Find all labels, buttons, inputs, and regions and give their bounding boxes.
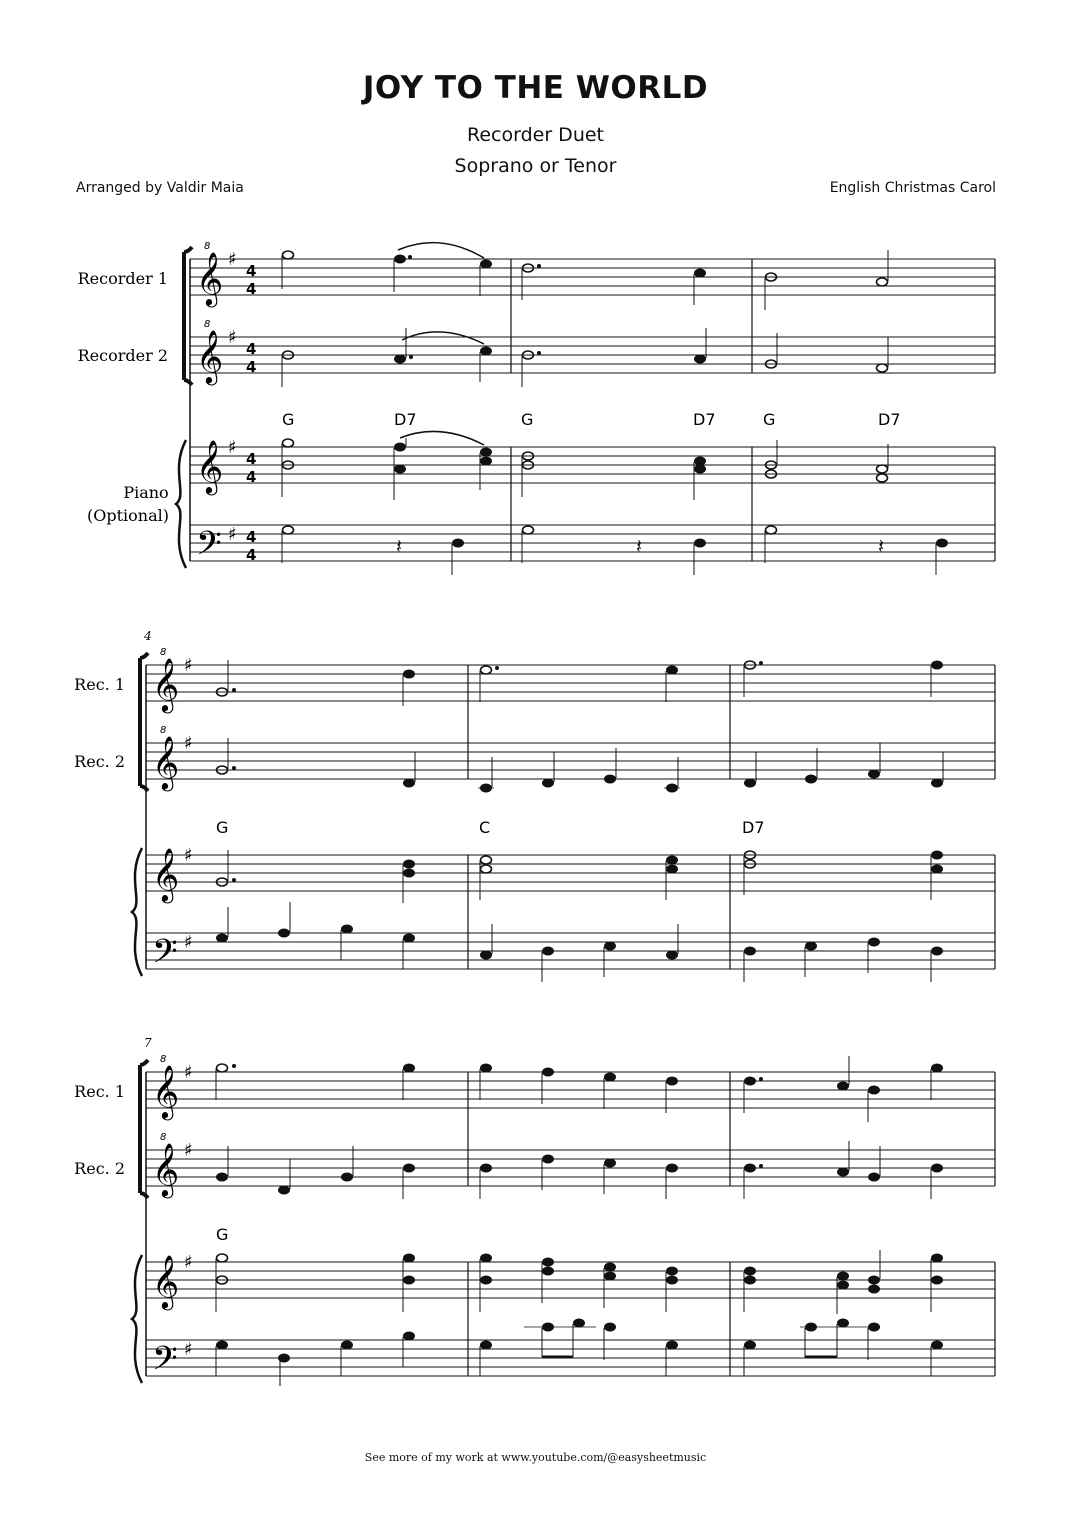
- time-signatures: [246, 262, 256, 564]
- footer-link-text: See more of my work at www.youtube.com/@easysheetmusic: [364, 1451, 707, 1464]
- staff-label-recorder-1: Recorder 1: [77, 269, 168, 288]
- bass-clef-icon: 𝄢: [196, 525, 222, 571]
- svg-text:4: 4: [246, 528, 257, 546]
- system-2: [74, 629, 995, 982]
- svg-text:♯: ♯: [184, 733, 193, 754]
- key-signature-sharps: [184, 655, 193, 953]
- chord-symbol: G: [521, 410, 534, 429]
- octave-mark: 8: [204, 241, 211, 252]
- measure-number: 4: [144, 629, 152, 643]
- notes-rec1-sys1: [282, 243, 888, 310]
- svg-text:4: 4: [246, 262, 257, 280]
- treble-clef-icon: 𝄞: [152, 735, 180, 789]
- staff-label-rec-2: Rec. 2: [74, 752, 125, 771]
- chord-symbol: D7: [878, 410, 901, 429]
- piano-brace: [132, 1255, 142, 1383]
- bass-clef-icon: 𝄢: [152, 1340, 178, 1386]
- svg-text:♯: ♯: [184, 1140, 193, 1161]
- chord-symbol: G: [216, 1225, 229, 1244]
- piano-brace: [132, 848, 142, 976]
- notes-piano-treble-sys1: [282, 431, 888, 500]
- chord-symbol: D7: [394, 410, 417, 429]
- staff-rec2-sys1: [190, 337, 995, 373]
- staff-label-piano: Piano: [123, 483, 169, 502]
- svg-text:♯: ♯: [184, 655, 193, 676]
- svg-text:♯: ♯: [228, 249, 237, 270]
- staff-rec1-sys1: [190, 259, 995, 295]
- subtitle-ensemble: Recorder Duet: [467, 124, 604, 146]
- staff-label-rec-1: Rec. 1: [74, 675, 125, 694]
- svg-text:4: 4: [246, 468, 257, 486]
- notes-rec2-sys2: [217, 738, 944, 792]
- svg-text:♯: ♯: [184, 1252, 193, 1273]
- svg-text:♯: ♯: [228, 327, 237, 348]
- svg-text:♯: ♯: [228, 437, 237, 458]
- staff-label-recorder-2: Recorder 2: [77, 346, 168, 365]
- chord-symbol: G: [216, 818, 229, 837]
- piano-brace: [176, 440, 186, 568]
- notes-piano-treble-sys3: [216, 1250, 943, 1314]
- composer-credit: English Christmas Carol: [829, 180, 996, 196]
- octave-mark: 8: [160, 725, 167, 736]
- svg-text:4: 4: [246, 546, 257, 564]
- svg-text:4: 4: [246, 340, 257, 358]
- treble-clef-icon: 𝄞: [196, 251, 224, 305]
- staff-label-piano-optional: (Optional): [87, 506, 169, 525]
- svg-text:♯: ♯: [228, 524, 237, 545]
- svg-text:𝄽: 𝄽: [396, 534, 403, 558]
- measure-barlines-sys2: [468, 665, 995, 969]
- key-signature-sharps: [184, 1062, 193, 1360]
- svg-text:♯: ♯: [184, 845, 193, 866]
- treble-clef-icon: 𝄞: [152, 847, 180, 901]
- page-title: JOY TO THE WORLD: [362, 70, 709, 106]
- key-signature-sharps: [228, 249, 237, 545]
- staff-label-rec-1: Rec. 1: [74, 1082, 125, 1101]
- staffs-sys2: [146, 665, 995, 969]
- notes-piano-bass-sys1: [282, 526, 948, 575]
- treble-clef-icon: 𝄞: [152, 1142, 180, 1196]
- svg-text:♯: ♯: [184, 1339, 193, 1360]
- treble-clef-icon: 𝄞: [196, 329, 224, 383]
- octave-mark: 8: [204, 319, 211, 330]
- staff-piano-treble-sys1: [190, 447, 995, 483]
- treble-clef-icon: 𝄞: [152, 657, 180, 711]
- staff-piano-bass-sys1: [190, 525, 995, 561]
- svg-text:4: 4: [246, 358, 257, 376]
- octave-mark: 8: [160, 647, 167, 658]
- notes-piano-treble-sys2: [217, 850, 943, 903]
- octave-mark: 8: [160, 1132, 167, 1143]
- arranger-credit: Arranged by Valdir Maia: [76, 180, 244, 196]
- svg-text:♯: ♯: [184, 1062, 193, 1083]
- svg-text:4: 4: [246, 280, 257, 298]
- treble-clef-icon: 𝄞: [152, 1064, 180, 1118]
- svg-text:𝄽: 𝄽: [636, 534, 643, 558]
- svg-text:♯: ♯: [184, 932, 193, 953]
- bass-clef-icon: 𝄢: [152, 933, 178, 979]
- measure-barlines-sys1: [511, 259, 995, 561]
- system-3: [74, 1036, 995, 1386]
- measure-number: 7: [144, 1036, 152, 1050]
- svg-text:4: 4: [246, 450, 257, 468]
- treble-clef-icon: 𝄞: [152, 1254, 180, 1308]
- chord-symbol: D7: [693, 410, 716, 429]
- treble-clef-icon: 𝄞: [196, 439, 224, 493]
- chord-symbol: C: [479, 818, 491, 837]
- chord-symbol: G: [763, 410, 776, 429]
- system-1: [78, 241, 995, 575]
- staff-label-rec-2: Rec. 2: [74, 1159, 125, 1178]
- notes-rec1-sys3: [216, 1056, 943, 1122]
- chord-symbol: G: [282, 410, 295, 429]
- chord-symbol: D7: [742, 818, 765, 837]
- svg-text:𝄽: 𝄽: [878, 534, 885, 558]
- subtitle-instrument: Soprano or Tenor: [454, 155, 617, 177]
- octave-mark: 8: [160, 1054, 167, 1065]
